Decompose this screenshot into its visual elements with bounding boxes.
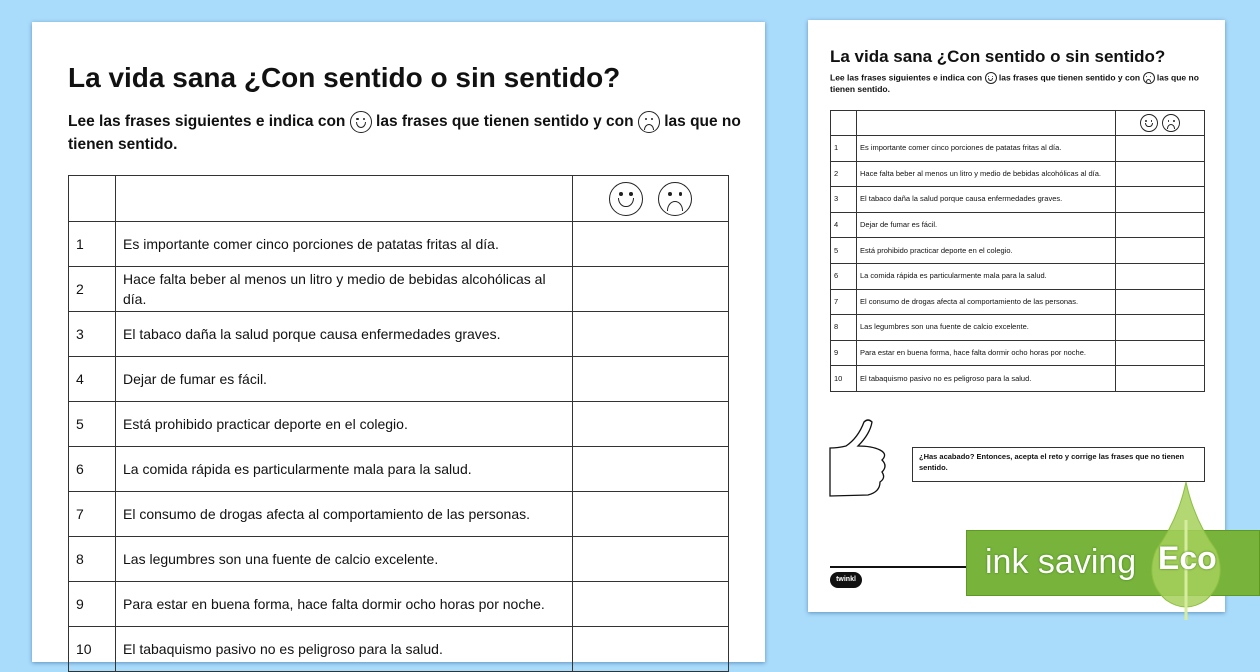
- worksheet-intro: [830, 72, 1210, 95]
- table-row: [69, 402, 729, 447]
- row-number: 3: [831, 187, 857, 213]
- row-number: 9: [69, 582, 116, 627]
- row-number: 9: [831, 340, 857, 366]
- intro-text: las frases que tienen sentido y con: [376, 113, 634, 130]
- answer-cell[interactable]: [1116, 187, 1205, 213]
- ink-saving-label: ink saving: [985, 543, 1137, 581]
- table-row: [69, 537, 729, 582]
- statement-text: El tabaco daña la salud porque causa enfermedades graves.: [116, 312, 573, 357]
- worksheet-preview-large: [32, 22, 765, 662]
- answer-cell[interactable]: [573, 222, 729, 267]
- statements-table: [68, 175, 729, 672]
- worksheet-intro: [68, 110, 748, 157]
- intro-text: Lee las frases siguientes e indica con: [68, 113, 346, 130]
- statements-table: [830, 110, 1205, 392]
- statement-text: Para estar en buena forma, hace falta dormir ocho horas por noche.: [116, 582, 573, 627]
- worksheet-title: La vida sana ¿Con sentido o sin sentido?: [68, 62, 621, 93]
- statement-text: El consumo de drogas afecta al comportamiento de las personas.: [116, 492, 573, 537]
- row-number: 1: [69, 222, 116, 267]
- table-row: [831, 187, 1205, 213]
- row-number: 7: [69, 492, 116, 537]
- row-number: 8: [69, 537, 116, 582]
- answer-cell[interactable]: [573, 582, 729, 627]
- table-row: [831, 263, 1205, 289]
- table-row: [831, 212, 1205, 238]
- statement-text: El consumo de drogas afecta al comportamiento de las personas.: [857, 289, 1116, 315]
- intro-text: las que no tienen sentido.: [68, 113, 741, 154]
- smiley-face-icon: [609, 182, 643, 216]
- table-row: [69, 312, 729, 357]
- table-row: [831, 289, 1205, 315]
- statement-text: La comida rápida es particularmente mala para la salud.: [857, 263, 1116, 289]
- row-number: 5: [69, 402, 116, 447]
- statement-text: Es importante comer cinco porciones de patatas fritas al día.: [116, 222, 573, 267]
- table-row: [831, 238, 1205, 264]
- row-number: 2: [69, 267, 116, 312]
- statement-text: El tabaquismo pasivo no es peligroso para la salud.: [857, 366, 1116, 392]
- answer-cell[interactable]: [573, 357, 729, 402]
- statement-text: Dejar de fumar es fácil.: [116, 357, 573, 402]
- sad-face-icon: [658, 182, 692, 216]
- answer-cell[interactable]: [573, 447, 729, 492]
- table-row: [69, 582, 729, 627]
- intro-text: las frases que tienen sentido y con: [998, 72, 1141, 83]
- answer-cell[interactable]: [573, 492, 729, 537]
- answer-cell[interactable]: [1116, 238, 1205, 264]
- statement-text: Está prohibido practicar deporte en el colegio.: [116, 402, 573, 447]
- worksheet-title: La vida sana ¿Con sentido o sin sentido?: [830, 47, 1166, 66]
- statement-text: Hace falta beber al menos un litro y medio de bebidas alcohólicas al día.: [116, 267, 573, 312]
- table-row: [831, 136, 1205, 162]
- sad-face-icon: [1162, 114, 1180, 132]
- answer-cell[interactable]: [1116, 340, 1205, 366]
- row-number: 4: [831, 212, 857, 238]
- row-number: 6: [831, 263, 857, 289]
- intro-text: las que no tienen sentido.: [830, 72, 1199, 94]
- smiley-face-icon: [1140, 114, 1158, 132]
- smiley-face-icon: [985, 72, 997, 84]
- table-row: [69, 222, 729, 267]
- answer-cell[interactable]: [573, 267, 729, 312]
- table-row: [69, 357, 729, 402]
- answer-cell[interactable]: [573, 627, 729, 672]
- answer-cell[interactable]: [573, 402, 729, 447]
- row-number: 10: [831, 366, 857, 392]
- answer-cell[interactable]: [1116, 366, 1205, 392]
- statement-text: El tabaco daña la salud porque causa enfermedades graves.: [857, 187, 1116, 213]
- statement-text: Dejar de fumar es fácil.: [857, 212, 1116, 238]
- answer-cell[interactable]: [1116, 161, 1205, 187]
- twinkl-logo: twinkl: [830, 572, 862, 588]
- sad-face-icon: [1143, 72, 1155, 84]
- row-number: 4: [69, 357, 116, 402]
- table-row: [831, 315, 1205, 341]
- table-row: [831, 366, 1205, 392]
- row-number: 5: [831, 238, 857, 264]
- statement-text: La comida rápida es particularmente mala para la salud.: [116, 447, 573, 492]
- row-number: 8: [831, 315, 857, 341]
- row-number: 1: [831, 136, 857, 162]
- sad-face-icon: [638, 111, 660, 133]
- statement-text: Es importante comer cinco porciones de patatas fritas al día.: [857, 136, 1116, 162]
- table-row: [69, 492, 729, 537]
- row-number: 10: [69, 627, 116, 672]
- intro-text: Lee las frases siguientes e indica con: [830, 72, 983, 83]
- answer-cell[interactable]: [1116, 315, 1205, 341]
- answer-cell[interactable]: [573, 312, 729, 357]
- statement-text: Hace falta beber al menos un litro y medio de bebidas alcohólicas al día.: [857, 161, 1116, 187]
- answer-cell[interactable]: [1116, 212, 1205, 238]
- row-number: 3: [69, 312, 116, 357]
- eco-label: Eco: [1158, 540, 1217, 576]
- answer-cell[interactable]: [1116, 263, 1205, 289]
- table-row: [69, 447, 729, 492]
- statement-text: Las legumbres son una fuente de calcio excelente.: [116, 537, 573, 582]
- challenge-box: ¿Has acabado? Entonces, acepta el reto y corrige las frases que no tienen sentido.: [912, 447, 1205, 482]
- answer-cell[interactable]: [573, 537, 729, 582]
- thumbs-up-icon: [828, 418, 918, 498]
- statement-text: Para estar en buena forma, hace falta dormir ocho horas por noche.: [857, 340, 1116, 366]
- table-row: [831, 161, 1205, 187]
- row-number: 7: [831, 289, 857, 315]
- statement-text: Está prohibido practicar deporte en el colegio.: [857, 238, 1116, 264]
- table-row: [69, 267, 729, 312]
- answer-cell[interactable]: [1116, 136, 1205, 162]
- statement-text: Las legumbres son una fuente de calcio excelente.: [857, 315, 1116, 341]
- answer-cell[interactable]: [1116, 289, 1205, 315]
- smiley-face-icon: [350, 111, 372, 133]
- table-row: [69, 627, 729, 672]
- statement-text: El tabaquismo pasivo no es peligroso para la salud.: [116, 627, 573, 672]
- table-row: [831, 340, 1205, 366]
- row-number: 2: [831, 161, 857, 187]
- row-number: 6: [69, 447, 116, 492]
